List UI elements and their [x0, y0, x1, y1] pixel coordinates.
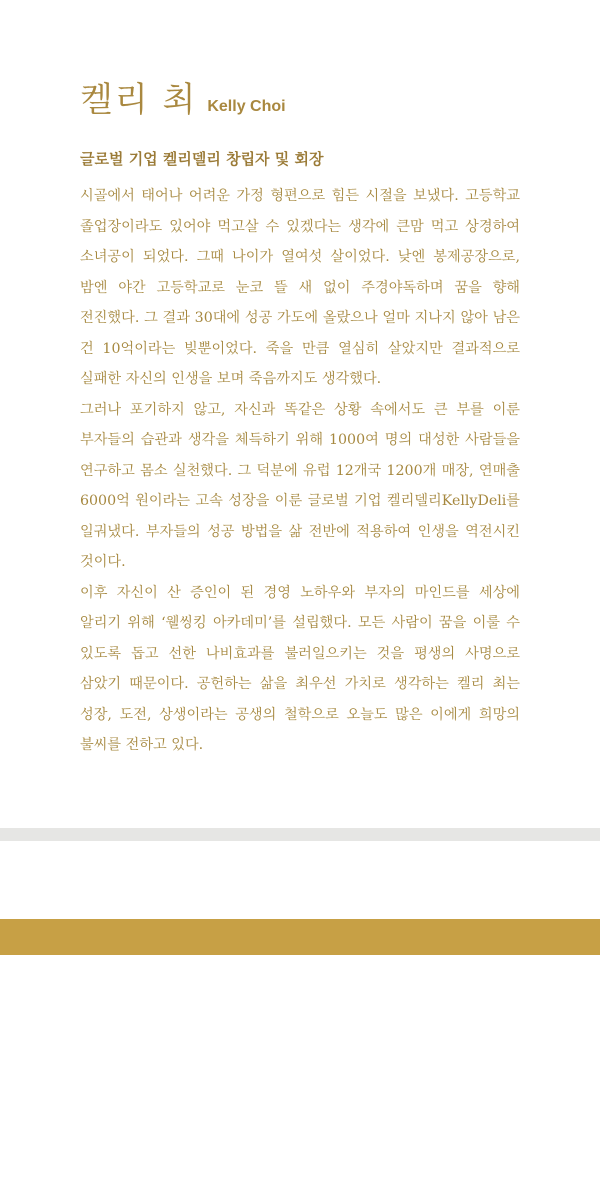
biography-paragraph-2: 그러나 포기하지 않고, 자신과 똑같은 상황 속에서도 큰 부를 이룬 부자들의 습관과 생각을 체득하기 위해 1000여 명의 대성한 사람들을 연구하고 몸소 실천했다. 그 덕분에 유럽 12개국 1200개 매장, 연매출 6000억 원이라는 고속 성장을 이룬 글로벌 기업 켈리델리KellyDeli를 일궈냈다. 부자들의 성공 방법을 삶 전반에 적용하여 인생을 역전시킨 것이다. [80, 401, 520, 570]
biography-paragraph-3: 이후 자신이 산 증인이 된 경영 노하우와 부자의 마인드를 세상에 알리기 위해 ‘웰씽킹 아카데미’를 설립했다. 모든 사람이 꿈을 이룰 수 있도록 돕고 선한 나비효과를 불러일으키는 것을 평생의 사명으로 삼았기 때문이다. 공헌하는 삶을 최우선 가치로 생각하는 켈리 최는 성장, 도전, 상생이라는 공생의 철학으로 오늘도 많은 이에게 희망의 불씨를 전하고 있다. [80, 584, 520, 753]
author-heading [80, 72, 286, 122]
author-name-korean: 켈리 최 [80, 80, 198, 120]
biography-paragraph-1: 시골에서 태어나 어려운 가정 형편으로 힘든 시절을 보냈다. 고등학교 졸업장이라도 있어야 먹고살 수 있겠다는 생각에 큰맘 먹고 상경하여 소녀공이 되었다. 그때 나이가 열여섯 살이었다. 낮엔 봉제공장으로, 밤엔 야간 고등학교로 눈코 뜰 새 없이 주경야독하며 꿈을 향해 전진했다. 그 결과 30대에 성공 가도에 올랐으나 얼마 지나지 않아 남은 건 10억이라는 빚뿐이었다. 죽을 만큼 열심히 살았지만 결과적으로 실패한 자신의 인생을 보며 죽음까지도 생각했다. [80, 188, 520, 387]
author-name-english: Kelly Choi [207, 98, 286, 115]
gray-divider-band [0, 828, 600, 841]
gold-divider-band [0, 919, 600, 955]
author-biography [80, 181, 520, 761]
author-title: 글로벌 기업 켈리델리 창립자 및 회장 [80, 150, 324, 168]
